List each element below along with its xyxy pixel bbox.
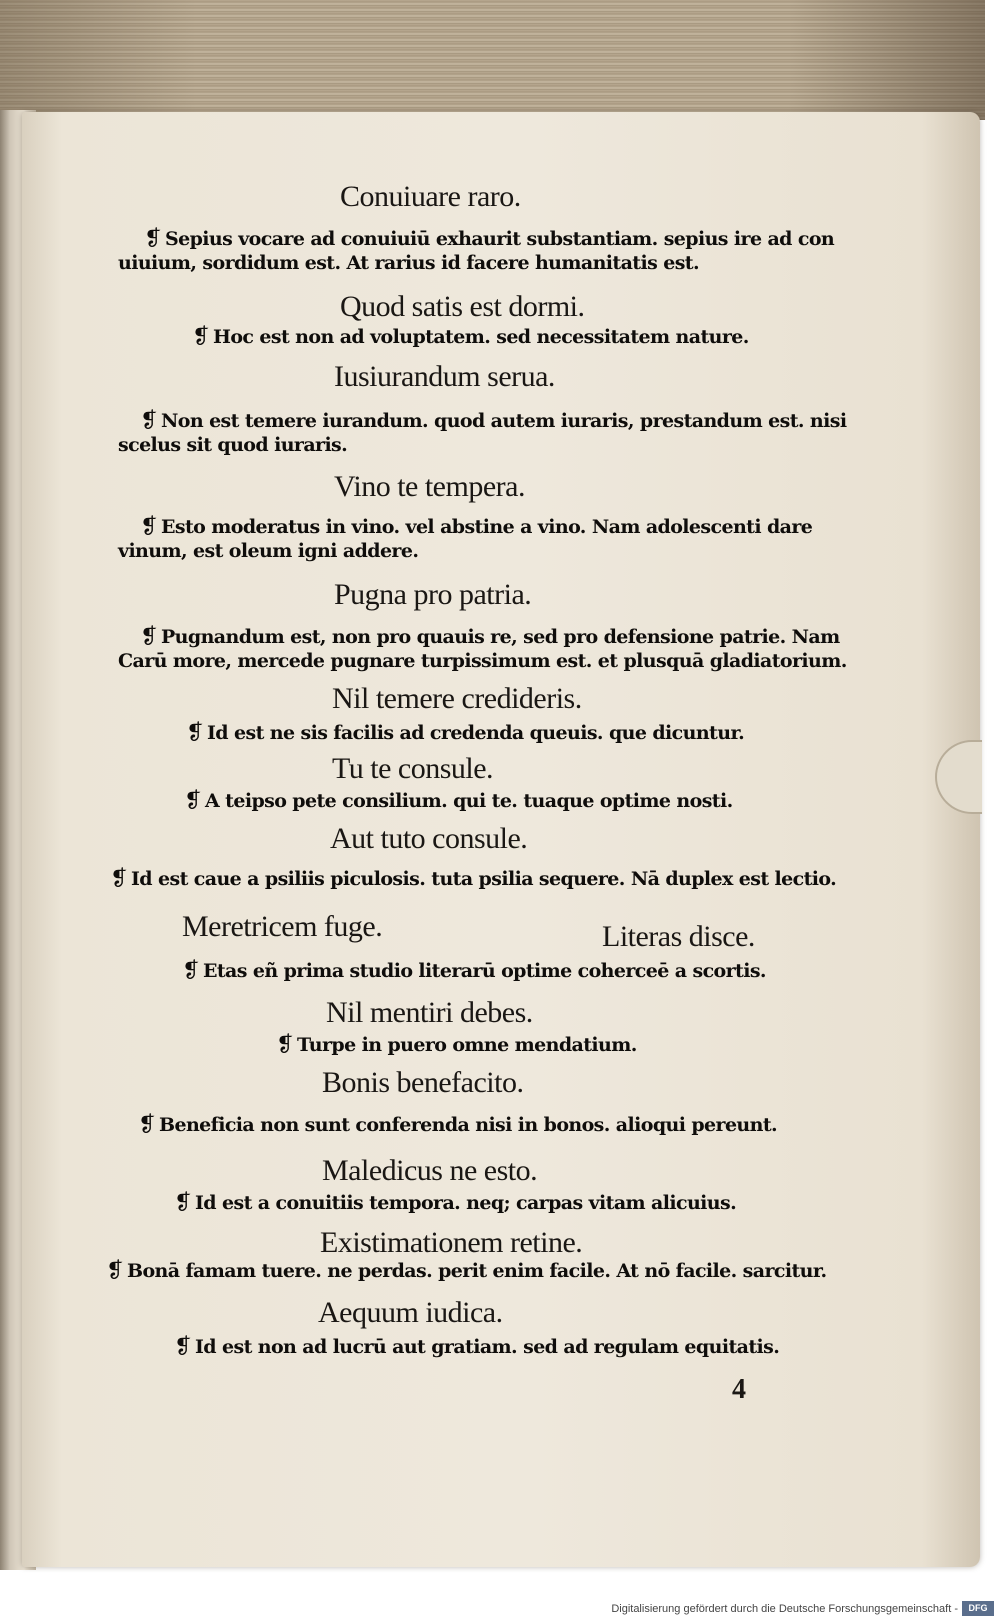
heading: Maledicus ne esto. [322,1154,538,1187]
pilcrow-icon: ❡ [140,514,157,538]
paragraph-text: Esto moderatus in vino. vel abstine a vino. Nam adolescenti dare [161,516,813,538]
pilcrow-icon: ❡ [186,720,203,744]
paragraph-line [184,788,733,812]
paragraph-text: Pugnandum est, non pro quauis re, sed pro defensione patrie. Nam [161,626,840,648]
pilcrow-icon: ❡ [182,958,199,982]
paragraph-line [276,1032,637,1056]
paragraph-text: Id est caue a psiliis piculosis. tuta psilia sequere. Nā duplex est lectio. [131,868,837,890]
paragraph-text: Hoc est non ad voluptatem. sed necessitatem nature. [213,326,749,348]
dfg-logo: DFG [962,1601,994,1616]
heading: Bonis benefacito. [322,1066,524,1099]
pilcrow-icon: ❡ [140,408,157,432]
pilcrow-icon: ❡ [110,866,127,890]
pilcrow-icon: ❡ [174,1334,191,1358]
paragraph-line [140,408,846,432]
heading: Aut tuto consule. [330,822,528,855]
paragraph-line: vinum, est oleum igni addere. [118,540,419,562]
heading: Iusiurandum serua. [334,360,555,393]
paragraph-text: Beneficia non sunt conferenda nisi in bonos. alioqui pereunt. [159,1114,778,1136]
paragraph-line [186,720,744,744]
heading: Pugna pro patria. [334,578,532,611]
paragraph-text: A teipso pete consilium. qui te. tuaque optime nosti. [205,790,733,812]
pilcrow-icon: ❡ [140,624,157,648]
book-top-edge [0,0,985,120]
pilcrow-icon: ❡ [174,1190,191,1214]
heading: Conuiuare raro. [340,180,521,213]
heading: Quod satis est dormi. [340,290,585,323]
heading: Tu te consule. [332,752,494,785]
pilcrow-icon: ❡ [144,226,161,250]
paragraph-text: Turpe in puero omne mendatium. [297,1034,637,1056]
paragraph-line [106,1258,827,1282]
page-number: 4 [732,1374,746,1405]
paragraph-text: Non est temere iurandum. quod autem iuraris, prestandum est. nisi [161,410,847,432]
heading: Aequum iudica. [318,1296,503,1329]
heading: Nil temere credideris. [332,682,582,715]
pilcrow-icon: ❡ [276,1032,293,1056]
paragraph-line [192,324,749,348]
paragraph-line [138,1112,777,1136]
paragraph-text: Id est a conuitiis tempora. neq; carpas vitam alicuius. [195,1192,737,1214]
pilcrow-icon: ❡ [192,324,209,348]
heading: Existimationem retine. [320,1226,583,1259]
paragraph-line [182,958,766,982]
paragraph-line [144,226,834,250]
pilcrow-icon: ❡ [184,788,201,812]
paragraph-line: scelus sit quod iuraris. [118,434,348,456]
paragraph-line: Carū more, mercede pugnare turpissimum est. et plusquā gladiatorium. [118,650,847,672]
heading: Nil mentiri debes. [326,996,533,1029]
paragraph-text: Etas eñ prima studio literarū optime coherceē a scortis. [203,960,766,982]
heading: Vino te tempera. [334,470,525,503]
paragraph-line [174,1190,736,1214]
paragraph-line [140,514,812,538]
paragraph-line [174,1334,779,1358]
paragraph-text: Id est non ad lucrū aut gratiam. sed ad regulam equitatis. [195,1336,780,1358]
paragraph-text: Id est ne sis facilis ad credenda queuis. que dicuntur. [207,722,745,744]
footer [0,1573,1000,1623]
book-page [22,112,980,1567]
paragraph-text: Sepius vocare ad conuiuiū exhaurit substantiam. sepius ire ad con [165,228,835,250]
heading: Literas disce. [602,920,755,953]
paragraph-line [110,866,836,890]
heading: Meretricem fuge. [182,910,383,943]
paragraph-line [140,624,840,648]
pilcrow-icon: ❡ [106,1258,123,1282]
paragraph-line: uiuium, sordidum est. At rarius id facere humanitatis est. [118,252,699,274]
paragraph-text: Bonā famam tuere. ne perdas. perit enim facile. At nō facile. sarcitur. [127,1260,827,1282]
footer-text: Digitalisierung gefördert durch die Deutsche Forschungsgemeinschaft - [611,1603,958,1615]
pilcrow-icon: ❡ [138,1112,155,1136]
